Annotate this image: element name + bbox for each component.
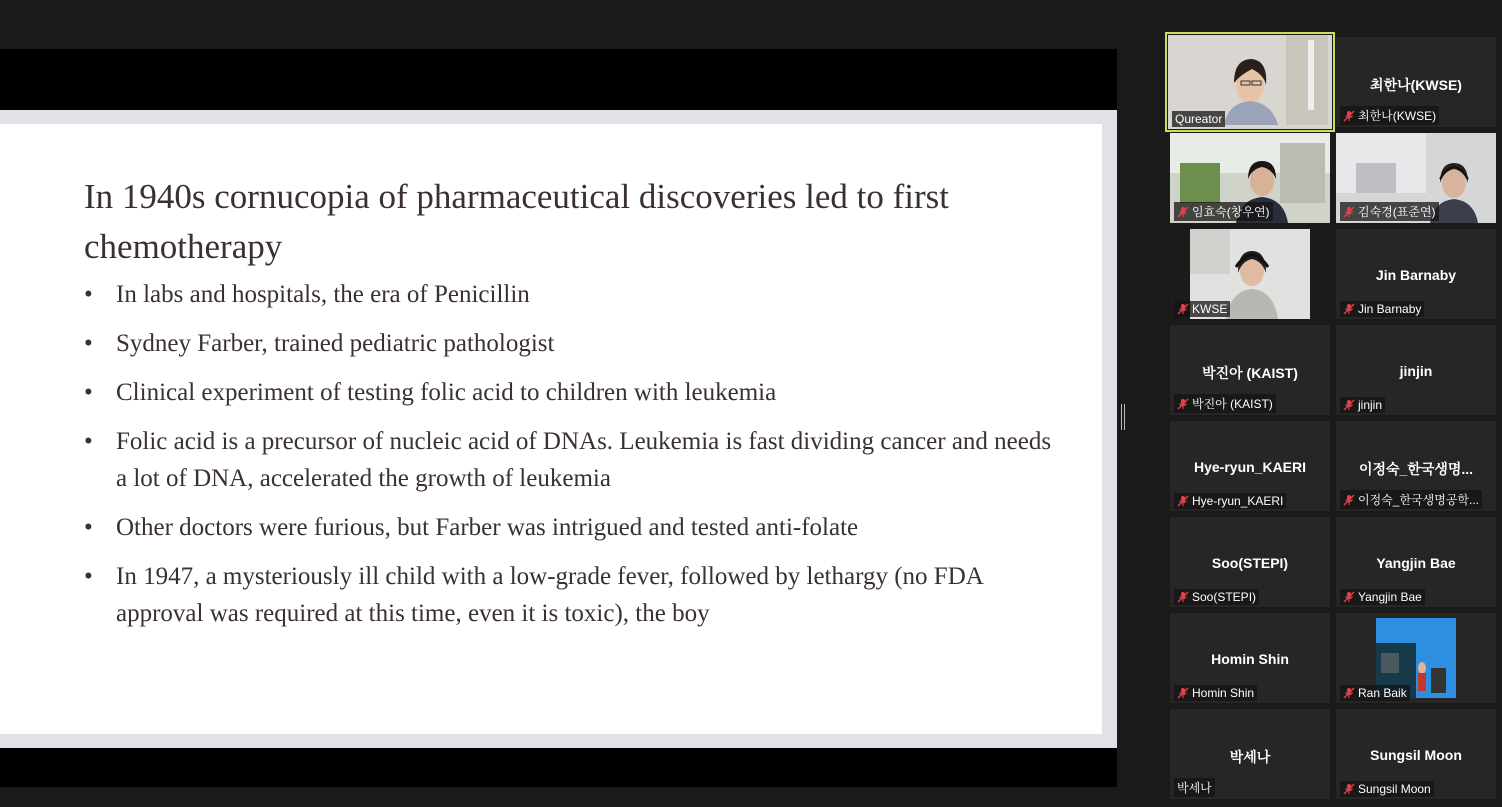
participant-tile[interactable] xyxy=(1336,613,1496,703)
bullet-dot: • xyxy=(84,428,93,455)
slide-title: In 1940s cornucopia of pharmaceutical discoveries led to first chemotherapy xyxy=(84,177,949,266)
participant-name: Qureator xyxy=(1175,112,1223,126)
participant-name: 최한나(KWSE) xyxy=(1358,109,1437,123)
participant-name: 이정숙_한국생명공학... xyxy=(1358,493,1480,507)
participant-name-label xyxy=(1340,301,1424,317)
participant-name: Jin Barnaby xyxy=(1358,302,1422,316)
participant-name: Yangjin Bae xyxy=(1358,590,1422,604)
participant-tile[interactable] xyxy=(1170,229,1330,319)
bullet-text: In labs and hospitals, the era of Penicillin xyxy=(116,281,530,308)
muted-mic-icon xyxy=(1177,206,1189,218)
participant-display-name: Soo(STEPI) xyxy=(1211,555,1289,571)
participant-name-label xyxy=(1172,111,1225,127)
muted-mic-icon xyxy=(1343,783,1355,795)
participant-display-name: 박진아 (KAIST) xyxy=(1202,365,1298,381)
bullet-item xyxy=(84,509,1064,546)
bullet-dot: • xyxy=(84,281,93,308)
muted-mic-icon xyxy=(1177,591,1189,603)
participant-display-name: Homin Shin xyxy=(1211,651,1289,667)
bullet-text: Other doctors were furious, but Farber was intrigued and tested anti-folate xyxy=(116,514,859,541)
bullet-dot: • xyxy=(84,379,93,406)
participant-tile[interactable] xyxy=(1170,133,1330,223)
muted-mic-icon xyxy=(1343,303,1355,315)
participant-tile[interactable] xyxy=(1170,709,1330,799)
bullet-text: Folic acid is a precursor of nucleic acid of DNAs. Leukemia is fast dividing cancer and needs a lot of DNA, accelerated the growth of leukemia xyxy=(116,428,1052,492)
bullet-dot: • xyxy=(84,330,93,357)
participant-tile[interactable] xyxy=(1170,517,1330,607)
muted-mic-icon xyxy=(1343,494,1355,506)
participant-name-label xyxy=(1340,202,1439,221)
participant-tile[interactable] xyxy=(1336,229,1496,319)
participant-name: 임효숙(창우연) xyxy=(1192,205,1270,219)
participant-display-name: 이정숙_한국생명... xyxy=(1358,461,1474,477)
bullet-dot: • xyxy=(84,514,93,541)
participant-name: 김숙경(표준연) xyxy=(1358,205,1436,219)
bullet-text: Clinical experiment of testing folic acid to children with leukemia xyxy=(116,379,777,406)
participant-name-label xyxy=(1340,106,1439,125)
bullet-item xyxy=(84,276,1064,313)
participant-display-name: Jin Barnaby xyxy=(1375,267,1457,283)
bullet-text: In 1947, a mysteriously ill child with a low-grade fever, followed by lethargy (no FDA approval was required at this time, even it is toxic), the boy xyxy=(116,563,983,627)
muted-mic-icon xyxy=(1177,687,1189,699)
participant-display-name: 최한나(KWSE) xyxy=(1370,77,1462,93)
slide-bullets xyxy=(84,276,1064,644)
participant-name: Soo(STEPI) xyxy=(1192,590,1257,604)
panel-resize-handle[interactable] xyxy=(1121,404,1125,430)
participant-name-label xyxy=(1174,685,1257,701)
participant-name-label xyxy=(1340,490,1482,509)
slide-frame xyxy=(0,110,1117,748)
participant-display-name: Yangjin Bae xyxy=(1376,555,1456,571)
muted-mic-icon xyxy=(1343,687,1355,699)
participant-name: Homin Shin xyxy=(1192,686,1255,700)
participant-tile[interactable] xyxy=(1170,421,1330,511)
participant-tile[interactable] xyxy=(1336,709,1496,799)
participant-name-label xyxy=(1174,778,1215,797)
shared-screen xyxy=(0,49,1117,787)
bullet-dot: • xyxy=(84,563,93,590)
bullet-item xyxy=(84,423,1064,497)
participant-display-name: Sungsil Moon xyxy=(1370,747,1462,763)
participant-tile[interactable] xyxy=(1170,613,1330,703)
participant-name-label xyxy=(1174,301,1230,317)
bullet-item xyxy=(84,325,1064,362)
muted-mic-icon xyxy=(1177,398,1189,410)
participant-name-label xyxy=(1174,394,1276,413)
participant-name: KWSE xyxy=(1192,302,1228,316)
participant-name-label xyxy=(1174,202,1273,221)
participant-tile[interactable] xyxy=(1170,325,1330,415)
muted-mic-icon xyxy=(1343,206,1355,218)
participant-display-name: jinjin xyxy=(1399,363,1433,379)
participant-tile[interactable] xyxy=(1168,35,1332,129)
participant-name: Sungsil Moon xyxy=(1358,782,1431,796)
participant-display-name: Hye-ryun_KAERI xyxy=(1193,459,1307,475)
participant-name-label xyxy=(1340,589,1425,605)
participant-name-label xyxy=(1340,397,1385,413)
participant-tile[interactable] xyxy=(1336,37,1496,127)
participant-tile[interactable] xyxy=(1336,517,1496,607)
participant-name-label xyxy=(1174,493,1286,509)
participant-name: Hye-ryun_KAERI xyxy=(1192,494,1284,508)
muted-mic-icon xyxy=(1343,110,1355,122)
muted-mic-icon xyxy=(1177,303,1189,315)
participant-display-name: 박세나 xyxy=(1229,749,1271,765)
participant-name: 박세나 xyxy=(1177,781,1212,795)
participant-name: jinjin xyxy=(1358,398,1383,412)
bullet-item xyxy=(84,558,1064,632)
muted-mic-icon xyxy=(1343,399,1355,411)
participant-name: Ran Baik xyxy=(1358,686,1407,700)
participant-name: 박진아 (KAIST) xyxy=(1192,397,1273,411)
participant-tile[interactable] xyxy=(1336,421,1496,511)
bullet-item xyxy=(84,374,1064,411)
participant-name-label xyxy=(1340,685,1410,701)
participant-name-label xyxy=(1340,781,1434,797)
muted-mic-icon xyxy=(1343,591,1355,603)
muted-mic-icon xyxy=(1177,495,1189,507)
participant-tile[interactable] xyxy=(1336,133,1496,223)
bullet-text: Sydney Farber, trained pediatric pathologist xyxy=(116,330,555,357)
participant-name-label xyxy=(1174,589,1259,605)
presentation-slide xyxy=(0,124,1102,734)
participant-tile[interactable] xyxy=(1336,325,1496,415)
